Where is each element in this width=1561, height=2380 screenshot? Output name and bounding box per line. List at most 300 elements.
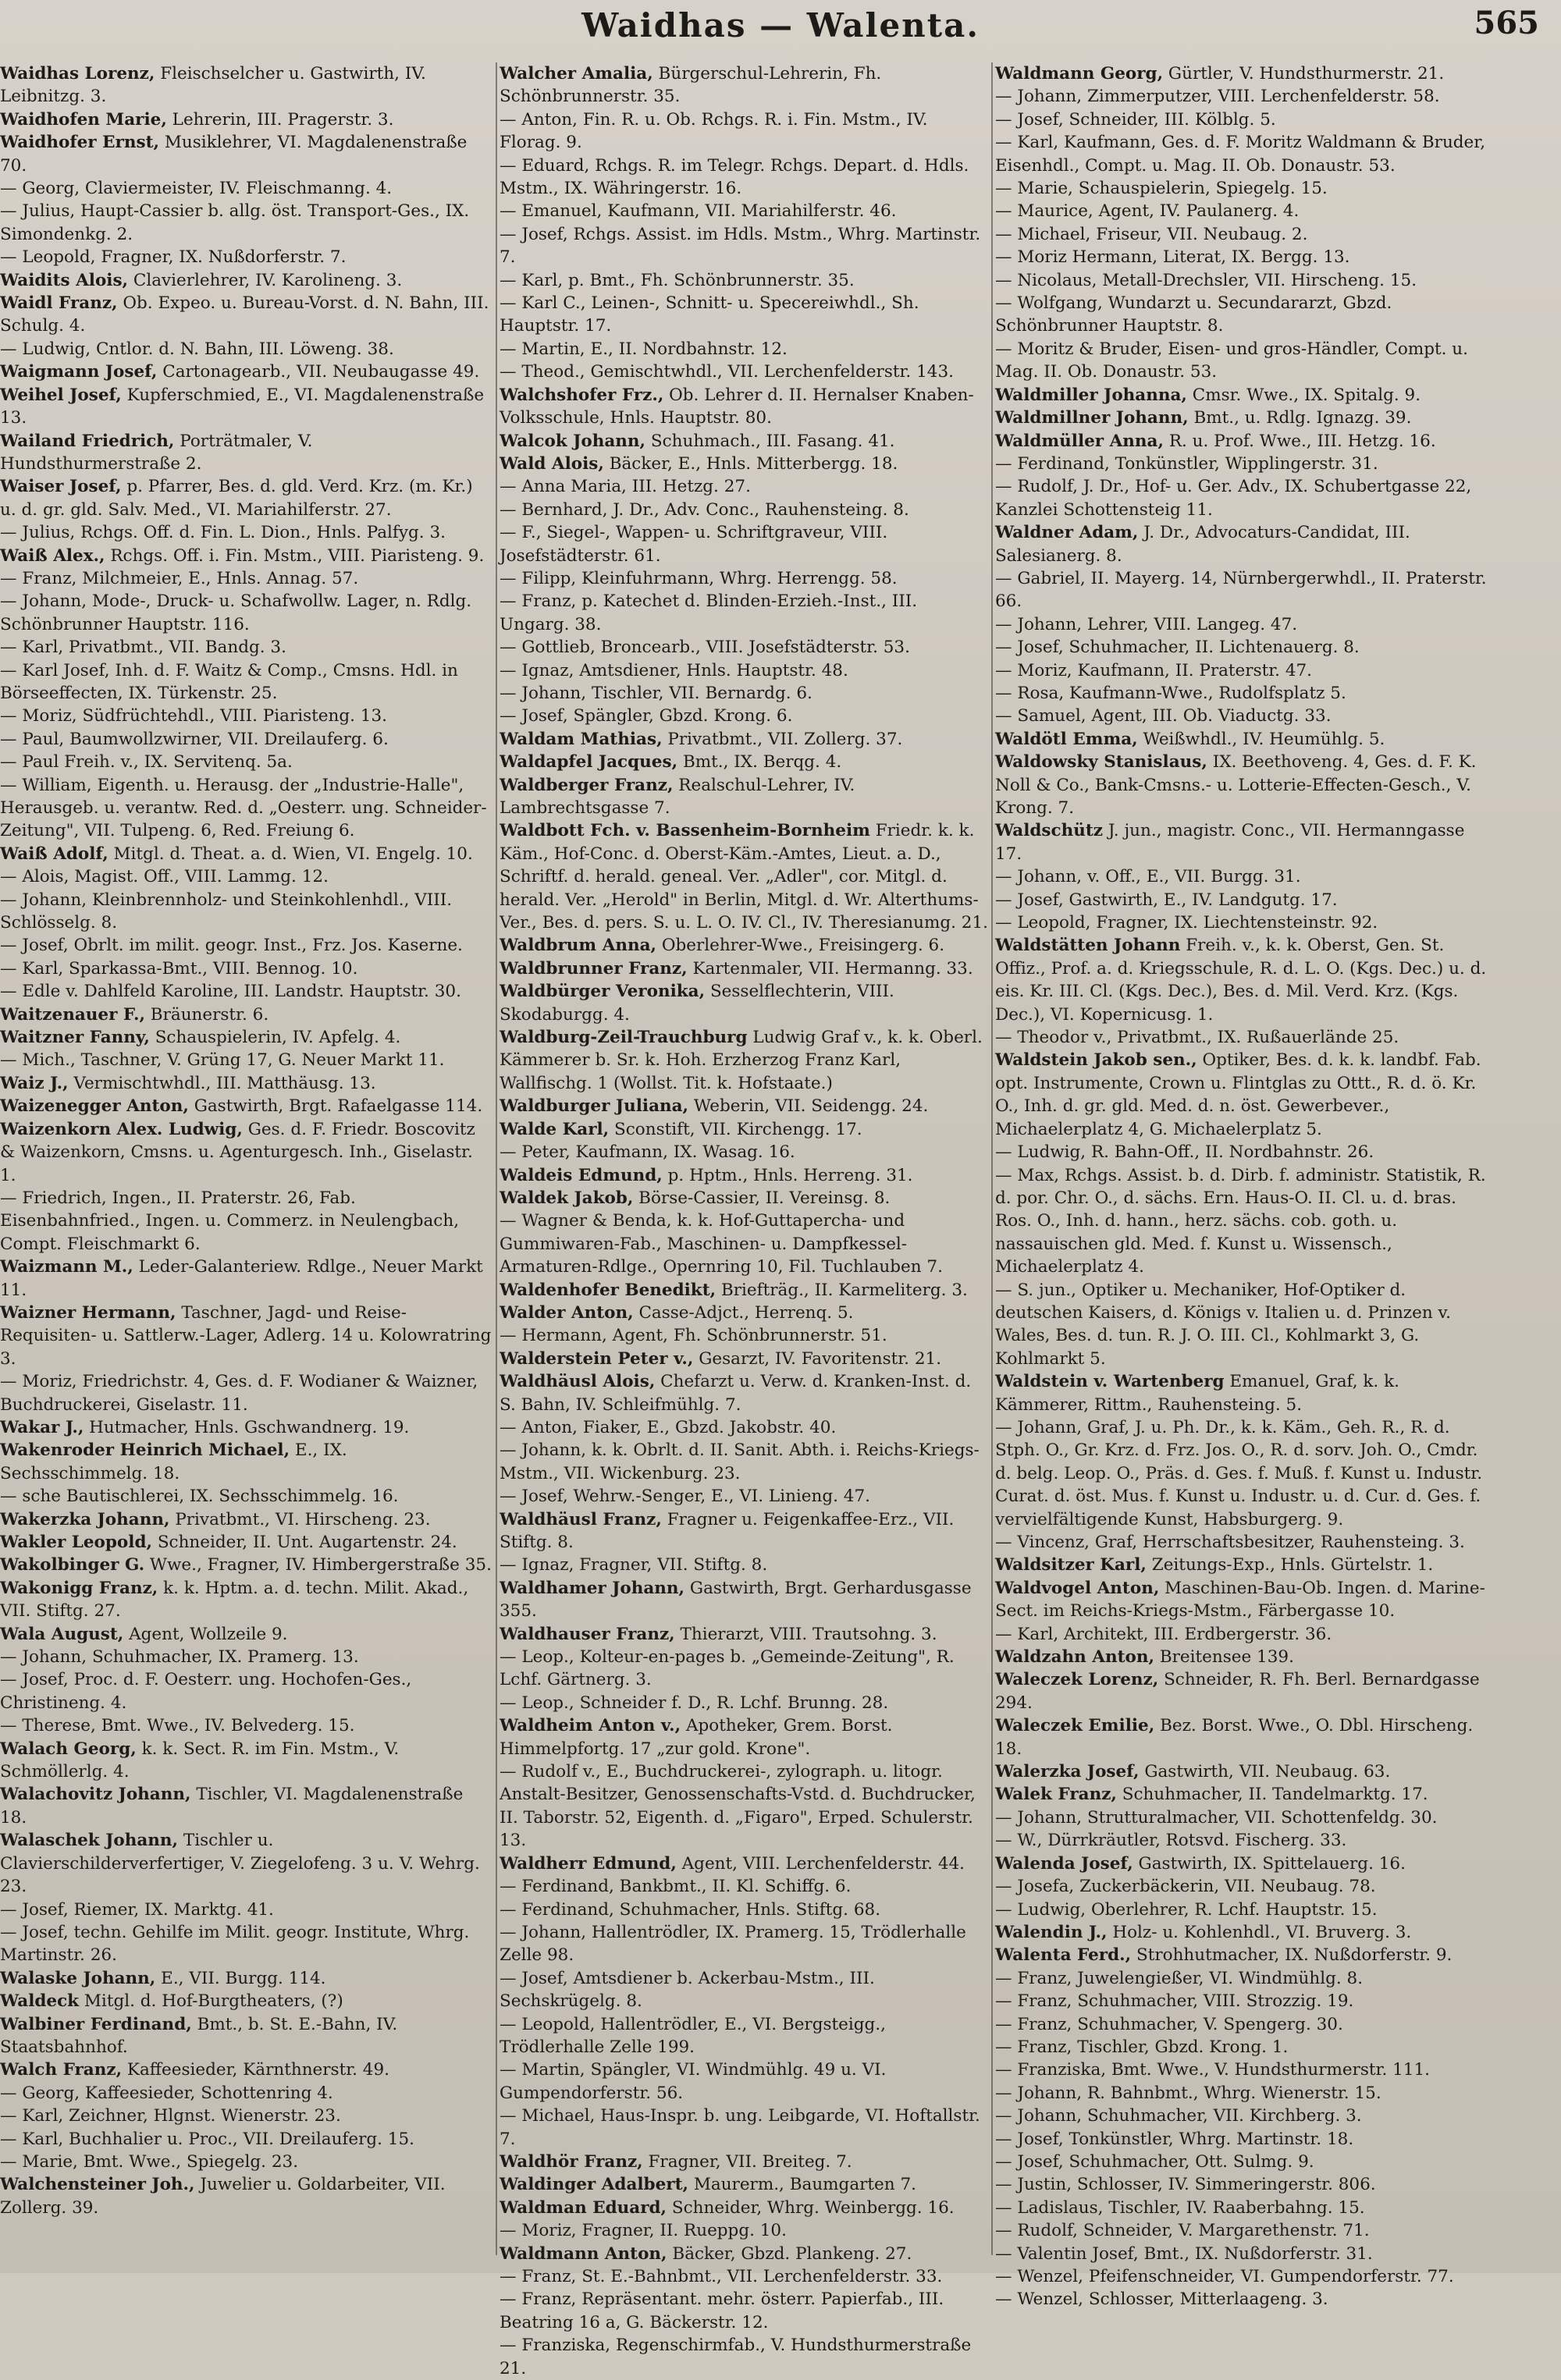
entry-details: Kaufmann, II. Praterstr. 47.: [1077, 660, 1313, 680]
directory-entry: [995, 728, 1487, 751]
directory-entry: [995, 384, 1487, 407]
entry-name: — Karl,: [500, 270, 564, 290]
directory-entry: [0, 2105, 492, 2127]
entry-details: Graf, J. u. Ph. Dr., k. k. Käm., Geh. R., R. d. Stph. O., Gr. Krz. d. Frz. Jos. O., R. d. sorv. Joh. O., Cmdr. d. belg. Leop. O., Präs. d. Ges. f. Muß. f. Kunst u. Industr. Curat. d. öst. Mus. f. Kunst u. Industr. u. d. Cur. d. Ges. f. vervielfältigende Kunst, Habsburgerg. 9.: [995, 1417, 1483, 1529]
entry-details: Ges. d. F. Friedr. Boscovitz & Waizenkorn, Cmsns. u. Agenturgesch. Inh., Giselastr. 1.: [0, 1119, 475, 1185]
entry-details: p. Hptm., Hnls. Herreng. 31.: [667, 1165, 913, 1185]
entry-details: Haus-Inspr. b. ung. Leibgarde, VI. Hoftallstr. 7.: [500, 2106, 980, 2149]
directory-entry: [500, 1554, 991, 1576]
entry-details: Lehrer, VIII. Langeg. 47.: [1086, 614, 1298, 634]
entry-details: Schauspielerin, Spiegelg. 15.: [1078, 179, 1328, 199]
entry-name: Waidhofen Marie,: [0, 109, 167, 130]
entry-details: Agent, Wollzeile 9.: [129, 1624, 288, 1644]
entry-name: — Anna Maria,: [500, 477, 627, 497]
directory-entry: [500, 269, 991, 292]
directory-entry: [500, 1095, 991, 1117]
entry-details: Kolteur-en-pages b. „Gemeinde-Zeitung", R. Lchf. Gärtnerg. 3.: [500, 1647, 955, 1690]
directory-entry: [500, 361, 991, 383]
entry-details: Optiker, Bes. d. k. k. landbf. Fab. opt. Instrumente, Crown u. Flintglas zu Ottt., R. d. ö. Kr. O., Inh. d. gr. gld. Med. d. n. öst. Gewerbever., Michaelerplatz 4, G. Michaelerplatz 5.: [995, 1050, 1481, 1139]
entry-name: Walachovitz Johann,: [0, 1785, 191, 1805]
entry-details: Magist. Off., VIII. Lammg. 12.: [74, 867, 329, 887]
entry-details: II. Mayerg. 14, Nürnbergerwhdl., II. Praterstr. 66.: [995, 568, 1487, 612]
entry-details: Fragner, IX. Liechtensteinstr. 92.: [1096, 913, 1378, 933]
directory-entry: [995, 889, 1487, 911]
entry-name: Walaske Johann,: [0, 1968, 156, 1988]
directory-entry: [0, 131, 492, 177]
entry-name: Waldmüller Anna,: [995, 431, 1164, 451]
directory-entry: [995, 131, 1487, 177]
entry-details: J. Dr., Advocaturs-Candidat, III. Salesianerg. 8.: [995, 523, 1410, 566]
entry-details: Fragner, VII. Stiftg. 8.: [579, 1555, 768, 1575]
entry-name: — Johann,: [995, 1807, 1083, 1828]
directory-entry: [500, 1279, 991, 1302]
entry-details: Kleinbrennholz- und Steinkohlenhdl., VIII. Schlösselg. 8.: [0, 890, 453, 933]
entry-name: — Rudolf,: [995, 2221, 1078, 2241]
directory-entry: [995, 659, 1487, 682]
entry-details: Eisen- und gros-Händler, Compt. u. Mag. II. Ob. Donaustr. 53.: [995, 339, 1468, 382]
entry-name: — Mich.,: [0, 1050, 76, 1071]
entry-name: — Franziska,: [500, 2336, 611, 2356]
entry-details: Maschinen-Bau-Ob. Ingen. d. Marine-Sect. im Reichs-Kriegs-Mstm., Färbergasse 10.: [995, 1578, 1485, 1622]
entry-details: Fiaker, E., Gbzd. Jakobstr. 40.: [582, 1417, 837, 1437]
directory-entry: [500, 2151, 991, 2173]
entry-details: Broncearb., VIII. Josefstädterstr. 53.: [600, 638, 910, 658]
directory-entry: [0, 705, 492, 727]
entry-name: — Valentin: [995, 2243, 1087, 2264]
entry-name: Waigmann Josef,: [0, 362, 158, 382]
directory-entry: [0, 1554, 492, 1576]
entry-name: Waldhäusl Alois,: [500, 1372, 656, 1392]
entry-name: — Leop.,: [500, 1647, 574, 1668]
directory-entry: [500, 705, 991, 727]
directory-entry: [995, 751, 1487, 819]
entry-name: — Johann,: [995, 2083, 1083, 2103]
directory-entry: [995, 521, 1487, 567]
entry-details: Schneider, R. Fh. Berl. Bernardgasse 294.: [995, 1670, 1480, 1713]
entry-details: Schauspielerin, IV. Apfelg. 4.: [155, 1028, 401, 1048]
entry-details: Bräunerstr. 6.: [150, 1004, 269, 1025]
entry-name: Wakenroder Heinrich Michael,: [0, 1440, 290, 1461]
entry-details: Oberlehrer, R. Lchf. Hauptstr. 15.: [1090, 1899, 1378, 1920]
entry-name: — Gabriel,: [995, 568, 1086, 588]
entry-details: Taschner, Jagd- und Reise-Requisiten- u. Sattlerw.-Lager, Adlerg. 14 u. Kolowratring 3.: [0, 1302, 492, 1369]
entry-details: k. k. Hptm. a. d. techn. Milit. Akad., VII. Stiftg. 27.: [0, 1578, 469, 1622]
entry-details: Casse-Adjct., Herrenq. 5.: [638, 1302, 854, 1323]
entry-details: Fragner u. Feigenkaffee-Erz., VII. Stiftg. 8.: [500, 1509, 955, 1552]
entry-name: Waldmann Georg,: [995, 64, 1164, 83]
entry-name: — Josef,: [0, 1670, 69, 1690]
entry-details: Rchgs. R. im Telegr. Rchgs. Depart. d. Hdls. Mstm., IX. Währingerstr. 16.: [500, 155, 969, 199]
entry-name: Waldam Mathias,: [500, 729, 663, 749]
entry-name: Waldeis Edmund,: [500, 1165, 663, 1185]
directory-entry: [500, 1118, 991, 1141]
entry-details: Friedr. k. k. Käm., Hof-Conc. d. Oberst-Käm.-Amtes, Lieut. a. D., Schriftf. d. herald. geneal. Ver. „Adler", cor. Mitgl. d. herald. Ver. „Herold" in Berlin, Mitgl. d. Wr. Alterthums-Ver., Bes. d. pers. S. u. L. O. IV. Cl., IV. Theresianumg. 21.: [500, 821, 988, 933]
entry-name: — F.,: [500, 523, 542, 543]
directory-entry: [995, 613, 1487, 636]
directory-entry: [995, 911, 1487, 934]
directory-entry: [995, 1967, 1487, 1990]
directory-entry: [995, 2197, 1487, 2219]
entry-name: — Moriz Hermann,: [995, 247, 1158, 268]
directory-entry: [0, 2082, 492, 2105]
entry-name: — Rudolf,: [995, 477, 1078, 497]
entry-name: — Johann,: [995, 867, 1083, 887]
entry-details: Agent, IV. Paulanerg. 4.: [1098, 201, 1300, 222]
entry-name: Walek Franz,: [995, 1785, 1117, 1805]
entry-name: Waldötl Emma,: [995, 729, 1138, 749]
directory-entry: [500, 2105, 991, 2151]
entry-name: Waldhör Franz,: [500, 2151, 643, 2172]
directory-entry: [500, 1324, 991, 1347]
entry-details: Musiklehrer, VI. Magdalenenstraße 70.: [0, 133, 468, 176]
directory-entry: [500, 1485, 991, 1508]
entry-name: — Ludwig,: [0, 339, 91, 359]
entry-details: III. Landstr. Hauptstr. 30.: [244, 982, 461, 1002]
entry-name: — Johann,: [0, 1647, 87, 1668]
entry-name: Waidhofer Ernst,: [0, 133, 159, 153]
entry-details: Kartenmaler, VII. Hermanng. 33.: [692, 958, 973, 979]
entry-name: — Josef,: [995, 109, 1064, 130]
entry-name: — Wagner & Benda,: [500, 1211, 672, 1231]
entry-name: — Josef,: [995, 2129, 1064, 2149]
entry-name: Waldbürger Veronika,: [500, 982, 706, 1002]
entry-details: Tischler u. Clavierschilderverfertiger, V. Ziegelofeng. 3 u. V. Wehrg. 23.: [0, 1831, 480, 1897]
entry-name: — Moriz,: [0, 706, 77, 726]
entry-details: Schlosser, Mitterlaageng. 3.: [1088, 2289, 1328, 2310]
entry-details: Josef, Bmt., IX. Nußdorferstr. 31.: [1092, 2243, 1373, 2264]
entry-details: Schuhmacher, VIII. Strozzig. 19.: [1077, 1991, 1354, 2012]
entry-name: — Samuel,: [995, 706, 1086, 726]
entry-name: Waldvogel Anton,: [995, 1578, 1160, 1598]
entry-name: — Johann,: [995, 1417, 1083, 1437]
entry-details: Literat, IX. Bergg. 13.: [1162, 247, 1350, 268]
directory-entry: [995, 865, 1487, 888]
entry-details: Schlosser, IV. Simmeringerstr. 806.: [1076, 2175, 1376, 2195]
entry-details: Bmt., IX. Berqg. 4.: [682, 752, 842, 773]
entry-details: Sesselflechterin, VIII. Skodaburgg. 4.: [500, 982, 894, 1025]
entry-name: — Marie,: [0, 2151, 78, 2172]
entry-name: Walch Franz,: [0, 2060, 123, 2080]
entry-details: Schuhmacher, Hnls. Stiftg. 68.: [619, 1899, 881, 1920]
directory-entry: [0, 2151, 492, 2173]
entry-name: — Anton,: [500, 109, 578, 130]
directory-entry: [0, 269, 492, 292]
directory-entry: [500, 774, 991, 820]
directory-entry: [0, 1485, 492, 1508]
entry-details: Rchgs. Assist. b. d. Dirb. f. administr. Statistik, R. d. por. Chr. O., d. sächs. Ern. Haus-O. II. Cl. u. d. bras. Ros. O., Inh. d. hann., herz. sächs. cob. goth. u. nassauischen gld. Med. f. Kunst u. Wissensch., Michaelerplatz 4.: [995, 1165, 1486, 1277]
entry-details: Privatbmt., VI. Hirscheng. 23.: [175, 1509, 431, 1529]
entry-name: — Julius,: [0, 201, 76, 222]
directory-entry: [500, 1760, 991, 1852]
entry-details: Mode-, Druck- u. Schafwollw. Lager, n. Rdlg. Schönbrunner Hauptstr. 116.: [0, 591, 472, 634]
entry-details: Juwelier u. Goldarbeiter, VII. Zollerg. 39.: [0, 2175, 446, 2218]
entry-name: Walendin J.,: [995, 1922, 1108, 1942]
entry-name: — Emanuel,: [500, 201, 603, 222]
entry-details: Leder-Galanteriew. Rdlge., Neuer Markt 11.: [0, 1257, 483, 1300]
directory-entry: [500, 2059, 991, 2105]
entry-details: Weißwhdl., IV. Heumühlg. 5.: [1143, 729, 1385, 749]
entry-details: Baumwollzwirner, VII. Dreilauferg. 6.: [69, 729, 389, 749]
entry-name: — Friedrich,: [0, 1188, 107, 1208]
entry-name: — Ferdinand,: [500, 1899, 614, 1920]
entry-details: Kaffeesieder, Kärnthnerstr. 49.: [126, 2060, 390, 2080]
entry-name: Waldowsky Stanislaus,: [995, 752, 1207, 773]
entry-details: Hallentrödler, E., VI. Bergsteigg., Trödlerhalle Zelle 199.: [500, 2014, 886, 2057]
directory-column-1: [0, 62, 492, 2255]
entry-name: — Ladislaus,: [995, 2197, 1104, 2218]
directory-entry: [500, 2197, 991, 2219]
directory-entry: [0, 1714, 492, 1737]
entry-name: — Karl Josef,: [0, 660, 110, 680]
directory-entry: [500, 728, 991, 751]
entry-details: Gesarzt, IV. Favoritenstr. 21.: [699, 1348, 942, 1369]
entry-details: Bmt., b. St. E.-Bahn, IV. Staatsbahnhof.: [0, 2014, 398, 2057]
entry-details: Zeichner, Hlgnst. Wienerstr. 23.: [69, 2106, 341, 2126]
directory-entry: [995, 934, 1487, 1026]
entry-name: — Karl,: [0, 2129, 64, 2149]
entry-details: Strohhutmacher, IX. Nußdorferstr. 9.: [1136, 1945, 1453, 1966]
entry-details: Cntlor. d. N. Bahn, III. Löweng. 38.: [95, 339, 394, 359]
entry-name: Waldeck: [0, 1991, 80, 2012]
entry-name: Wakler Leopold,: [0, 1533, 152, 1552]
entry-name: — Martin,: [500, 339, 585, 359]
directory-entry: [500, 751, 991, 773]
entry-name: — Franz,: [995, 1968, 1072, 1988]
entry-details: Chefarzt u. Verw. d. Kranken-Inst. d. S. Bahn, IV. Schleifmühlg. 7.: [500, 1372, 972, 1415]
directory-entry: [995, 62, 1487, 85]
directory-entry: [500, 980, 991, 1026]
entry-details: Rchgs. Off. d. Fin. L. Dion., Hnls. Palfyg. 3.: [80, 523, 446, 543]
directory-entry: [995, 407, 1487, 429]
directory-entry: [500, 1899, 991, 1921]
entry-details: IX. Beethoveng. 4, Ges. d. F. K. Noll & Co., Bank-Cmsns.- u. Lotterie-Effecten-Gesch., V. Krong. 7.: [995, 752, 1477, 818]
entry-details: Pfeifenschneider, VI. Gumpendorferstr. 77.: [1088, 2267, 1454, 2286]
directory-entry: [500, 2173, 991, 2196]
entry-details: Strutturalmacher, VII. Schottenfeldg. 30.: [1086, 1807, 1438, 1828]
directory-entry: [995, 292, 1487, 338]
entry-name: — Anton,: [500, 1417, 578, 1437]
directory-entry: [0, 567, 492, 590]
directory-entry: [500, 430, 991, 453]
entry-name: Waldzahn Anton,: [995, 1647, 1154, 1668]
directory-entry: [995, 2105, 1487, 2127]
directory-entry: [500, 108, 991, 155]
directory-entry: [500, 1439, 991, 1485]
entry-name: Waldschütz: [995, 821, 1104, 841]
entry-name: Waldhauser Franz,: [500, 1624, 675, 1644]
entry-name: — Wenzel,: [995, 2267, 1084, 2286]
directory-entry: [0, 1187, 492, 1256]
entry-name: — Josef,: [500, 1487, 568, 1507]
entry-details: R. Bahn-Off., II. Nordbahnstr. 26.: [1090, 1142, 1374, 1163]
entry-name: Waitzenauer F.,: [0, 1004, 145, 1025]
directory-entry: [500, 1577, 991, 1623]
entry-details: Graf, Herrschaftsbesitzer, Rauhensteing. 3.: [1094, 1533, 1465, 1552]
entry-details: k. k. Obrlt. d. II. Sanit. Abth. i. Reichs-Kriegs-Mstm., VII. Wickenburg. 23.: [500, 1440, 980, 1483]
entry-name: Waldmann Anton,: [500, 2243, 667, 2264]
entry-name: Walchensteiner Joh.,: [0, 2175, 195, 2195]
directory-entry: [0, 545, 492, 567]
entry-name: Waizmann M.,: [0, 1257, 133, 1277]
entry-name: — Moriz,: [0, 1372, 77, 1392]
entry-name: — Franz,: [500, 2289, 577, 2310]
directory-entry: [995, 1668, 1487, 1714]
directory-entry: [500, 2219, 991, 2242]
directory-entry: [995, 1623, 1487, 1646]
entry-details: Regenschirmfab., V. Hundsthurmerstraße 21.: [500, 2336, 972, 2378]
entry-details: E., Buchdruckerei-, zylograph. u. litogr. Anstalt-Besitzer, Genossenschafts-Vstd. d. Buchdrucker, II. Taborstr. 52, Eigenth. d. „Figaro", Erped. Schulerstr. 13.: [500, 1762, 976, 1851]
entry-name: Waldbrum Anna,: [500, 936, 656, 956]
entry-name: — Georg,: [0, 2083, 80, 2103]
entry-name: Walenda Josef,: [995, 1853, 1133, 1874]
entry-name: Waldinger Adalbert,: [500, 2175, 689, 2195]
entry-name: Wakerzka Johann,: [0, 1509, 170, 1529]
directory-entry: [995, 2243, 1487, 2265]
entry-name: Waidhas Lorenz,: [0, 64, 155, 83]
entry-details: Porträtmaler, V. Hundsthurmerstraße 2.: [0, 431, 313, 474]
entry-details: techn. Gehilfe im Milit. geogr. Institute, Whrg. Martinstr. 26.: [0, 1922, 470, 1966]
entry-name: — Wolfgang,: [995, 293, 1103, 314]
entry-name: — Leopold,: [995, 913, 1091, 933]
entry-name: — Michael,: [995, 224, 1091, 244]
entry-name: — Leop.,: [500, 1693, 574, 1713]
entry-details: Wehrw.-Senger, E., VI. Linieng. 47.: [573, 1487, 871, 1507]
entry-name: — Theod.,: [500, 362, 585, 382]
entry-details: Schuhmacher, V. Spengerg. 30.: [1077, 2014, 1343, 2034]
entry-details: Kleinfuhrmann, Whrg. Herrengg. 58.: [581, 568, 898, 588]
entry-details: Spängler, Gbzd. Krong. 6.: [573, 706, 793, 726]
directory-entry: [0, 934, 492, 957]
entry-name: — S. jun.,: [995, 1280, 1076, 1300]
entry-details: Schuhmacher, IX. Pramerg. 13.: [91, 1647, 359, 1668]
entry-name: — Josef,: [0, 1899, 69, 1920]
entry-details: Vermischtwhdl., III. Matthäusg. 13.: [73, 1073, 376, 1093]
directory-entry: [995, 177, 1487, 200]
entry-name: — Franz,: [0, 568, 77, 588]
entry-name: — W.,: [995, 1831, 1043, 1851]
entry-details: Lehrerin, III. Pragerstr. 3.: [172, 109, 394, 130]
directory-entry: [0, 1783, 492, 1829]
entry-name: — Johann,: [995, 614, 1083, 634]
directory-entry: [0, 1302, 492, 1370]
directory-entry: [995, 108, 1487, 131]
entry-name: — Rudolf v.,: [500, 1762, 602, 1782]
entry-details: Schuhmacher, VII. Kirchberg. 3.: [1086, 2106, 1362, 2126]
entry-details: Sconstift, VII. Kirchengg. 17.: [614, 1119, 862, 1139]
entry-name: — Moriz,: [500, 2221, 577, 2241]
entry-details: Privatbmt., VII. Zollerg. 37.: [667, 729, 903, 749]
directory-entry: [0, 1118, 492, 1187]
directory-entry: [500, 682, 991, 705]
entry-name: — Ferdinand,: [500, 1877, 614, 1897]
entry-name: — William,: [0, 775, 92, 795]
directory-entry: [0, 636, 492, 659]
entry-details: Weberin, VII. Seidengg. 24.: [693, 1096, 929, 1117]
entry-name: Waldherr Edmund,: [500, 1853, 677, 1874]
entry-name: Waldhäusl Franz,: [500, 1509, 662, 1529]
entry-details: Zimmerputzer, VIII. Lerchenfelderstr. 58.: [1086, 87, 1440, 107]
directory-entry: [995, 1852, 1487, 1875]
entry-name: — Filipp,: [500, 568, 577, 588]
directory-entry: [500, 2013, 991, 2059]
column-divider: [991, 62, 993, 2255]
entry-details: Siegel-, Wappen- u. Schriftgraveur, VIII. Josefstädterstr. 61.: [500, 523, 888, 566]
directory-entry: [0, 1668, 492, 1714]
entry-name: — Josef,: [500, 224, 568, 244]
directory-entry: [500, 453, 991, 475]
entry-name: Wakar J.,: [0, 1417, 84, 1437]
entry-details: Mitgl. d. Hof-Burgtheaters, (?): [84, 1991, 343, 2012]
entry-details: Bmt. Wwe., Spiegelg. 23.: [83, 2151, 299, 2172]
entry-details: Schuhmach., III. Fasang. 41.: [650, 431, 895, 451]
entry-details: Schneider, Whrg. Weinbergg. 16.: [671, 2197, 955, 2218]
entry-name: — Franz,: [995, 2014, 1072, 2034]
directory-entry: [0, 1899, 492, 1921]
directory-entry: [995, 1875, 1487, 1898]
entry-name: Walcher Amalia,: [500, 64, 653, 83]
directory-entry: [0, 521, 492, 544]
entry-name: — Franz,: [995, 2037, 1072, 2057]
entry-details: Gemischtwhdl., VII. Lerchenfelderstr. 143.: [590, 362, 954, 382]
entry-name: Walbiner Ferdinand,: [0, 2014, 192, 2034]
entry-name: — Moritz & Bruder,: [995, 339, 1163, 359]
directory-entry: [500, 567, 991, 590]
directory-entry: [0, 1646, 492, 1668]
directory-entry: [0, 659, 492, 705]
directory-entry: [0, 1990, 492, 2012]
entry-name: — Theodor v.,: [995, 1028, 1112, 1048]
page-header: [0, 0, 1561, 55]
entry-details: Bankbmt., II. Kl. Schiffg. 6.: [619, 1877, 852, 1897]
entry-name: Waidl Franz,: [0, 293, 118, 314]
entry-details: Ob. Expeo. u. Bureau-Vorst. d. N. Bahn, III. Schulg. 4.: [0, 293, 489, 336]
entry-details: Kaufmann-Wwe., Rudolfsplatz 5.: [1069, 683, 1346, 703]
directory-entry: [0, 1508, 492, 1531]
entry-name: Wala August,: [0, 1624, 124, 1644]
entry-name: Waldapfel Jacques,: [500, 752, 678, 773]
entry-details: Dürrkräutler, Rotsvd. Fischerg. 33.: [1047, 1831, 1347, 1851]
entry-details: Gastwirth, VII. Neubaug. 63.: [1144, 1762, 1391, 1782]
entry-name: Waiß Alex.,: [0, 545, 105, 566]
directory-entry: [995, 223, 1487, 246]
entry-details: Zuckerbäckerin, VII. Neubaug. 78.: [1079, 1877, 1376, 1897]
entry-details: Inh. d. F. Waitz & Comp., Cmsns. Hdl. in Börseeffecten, IX. Türkenstr. 25.: [0, 660, 458, 703]
directory-entry: [0, 1256, 492, 1302]
entry-name: — Maurice,: [995, 201, 1093, 222]
entry-name: Waitzner Fanny,: [0, 1028, 150, 1048]
entry-name: — Alois,: [0, 867, 69, 887]
entry-name: — Nicolaus,: [995, 270, 1097, 290]
directory-entry: [500, 1370, 991, 1416]
directory-entry: [0, 108, 492, 131]
directory-entry: [995, 1577, 1487, 1623]
entry-name: Waldstätten Johann: [995, 936, 1181, 956]
entry-details: E., IX. Sechsschimmelg. 18.: [0, 1440, 347, 1483]
entry-details: Taschner, V. Grüng 17, G. Neuer Markt 11.: [80, 1050, 445, 1071]
entry-details: Tischler, VI. Magdalenenstraße 18.: [0, 1785, 464, 1828]
entry-details: Hutmacher, Hnls. Gschwandnerg. 19.: [89, 1417, 410, 1437]
entry-details: Architekt, III. Erdbergerstr. 36.: [1064, 1624, 1332, 1644]
entry-name: — Josef,: [0, 936, 69, 956]
entry-details: J. jun., magistr. Conc., VII. Hermanngasse 17.: [995, 821, 1465, 864]
directory-entry: [500, 659, 991, 682]
directory-entry: [500, 200, 991, 222]
directory-entry: [0, 2128, 492, 2151]
directory-entry: [500, 1164, 991, 1187]
directory-entry: [0, 177, 492, 200]
entry-details: Ludwig Graf v., k. k. Oberl. Kämmerer b. Sr. k. Hoh. Erzherzog Franz Karl, Wallfischg. 1 (Wollst. Tit. k. Hofstaate.): [500, 1028, 983, 1093]
entry-details: Haupt-Cassier b. allg. öst. Transport-Ges., IX. Simondenkg. 2.: [0, 201, 470, 244]
